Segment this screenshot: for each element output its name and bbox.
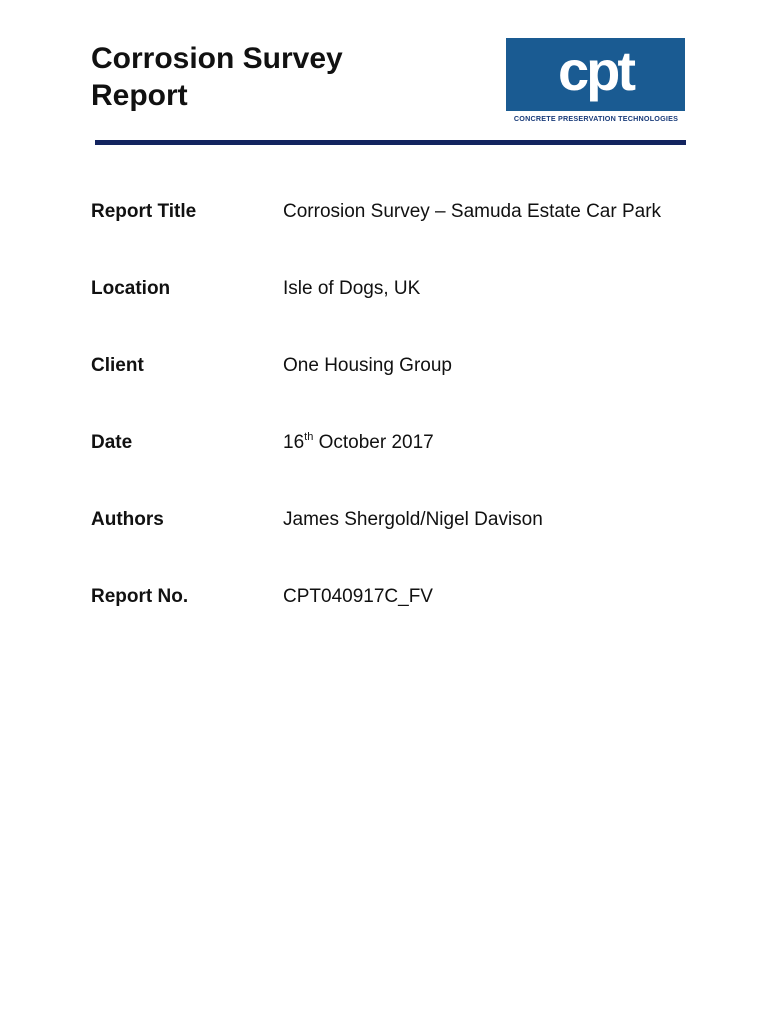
client-label: Client: [91, 355, 144, 376]
title-line-2: Report: [91, 79, 188, 112]
field-client: [91, 353, 681, 430]
report-no-value: CPT040917C_FV: [283, 586, 433, 607]
field-authors: [91, 507, 681, 584]
location-value: Isle of Dogs, UK: [283, 278, 421, 299]
report-details: [91, 199, 681, 661]
location-label: Location: [91, 278, 171, 299]
logo-mark: cpt: [558, 39, 633, 102]
field-report-no: [91, 584, 681, 661]
date-rest: October 2017: [313, 432, 434, 453]
title-line-1: Corrosion Survey: [91, 42, 343, 75]
field-report-title: [91, 199, 681, 276]
page-title: [91, 40, 421, 114]
date-day-suffix: th: [304, 431, 314, 443]
report-title-value: Corrosion Survey – Samuda Estate Car Park: [283, 201, 662, 222]
date-value: [283, 430, 673, 456]
client-value: One Housing Group: [283, 355, 452, 376]
report-no-label: Report No.: [91, 586, 189, 607]
logo-background: [506, 38, 685, 111]
field-location: [91, 276, 681, 353]
field-date: [91, 430, 681, 507]
date-day: 16: [283, 432, 305, 453]
header-divider: [95, 140, 686, 145]
report-title-label: Report Title: [91, 201, 197, 222]
date-label: Date: [91, 432, 133, 453]
authors-label: Authors: [91, 509, 164, 530]
cpt-logo: [506, 38, 686, 124]
authors-value: James Shergold/Nigel Davison: [283, 509, 543, 530]
logo-tagline: CONCRETE PRESERVATION TECHNOLOGIES: [513, 114, 679, 123]
